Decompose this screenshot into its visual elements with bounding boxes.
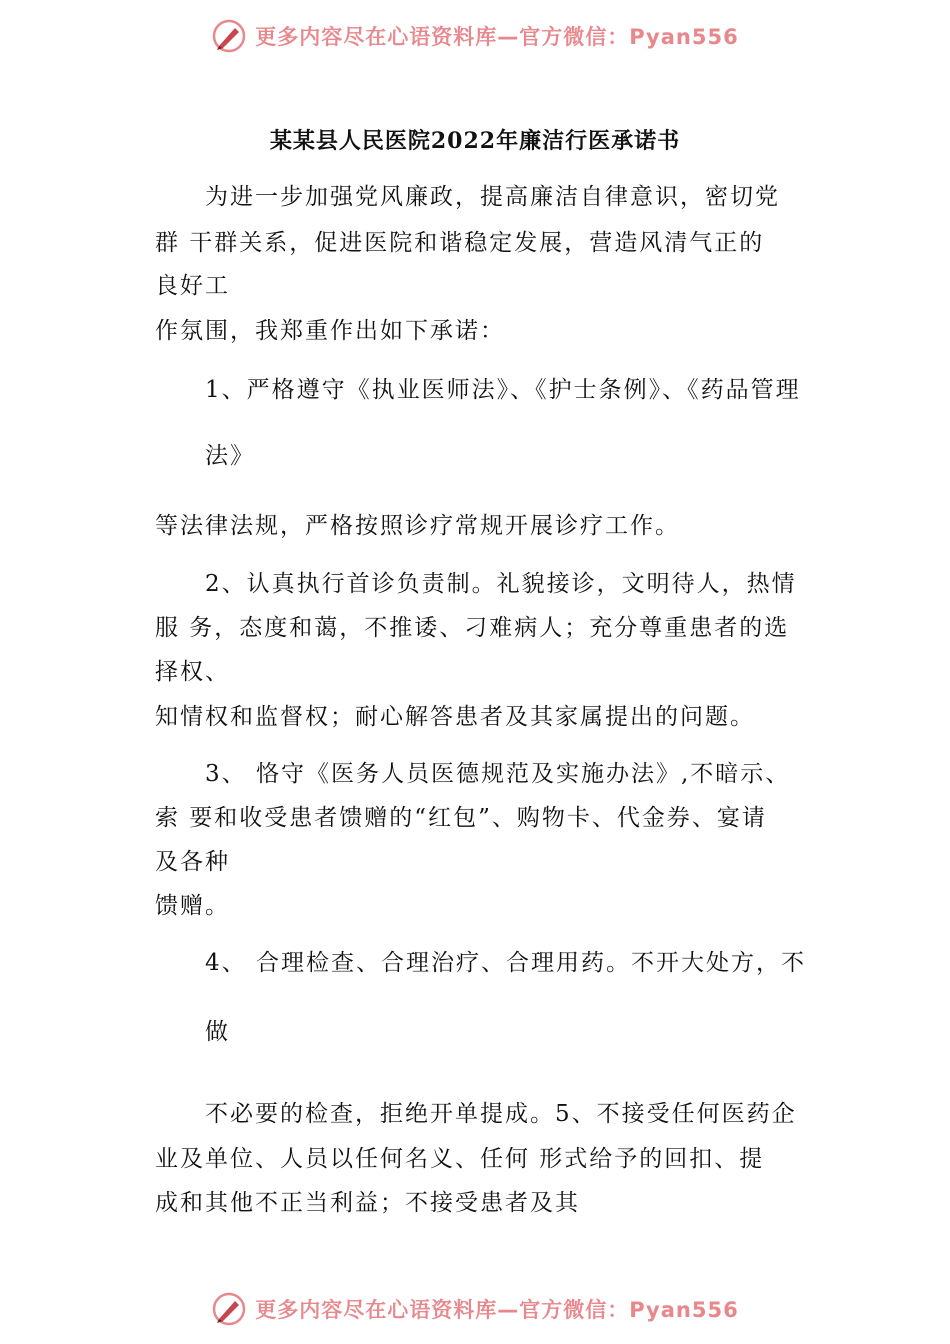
paragraph-line: 4、 合理检查、合理治疗、合理用药。不开大处方，不 [205,950,806,976]
paragraph-line: 作氛围，我郑重作出如下承诺： [155,318,505,344]
paragraph-line: 成和其他不正当利益；不接受患者及其 [155,1190,580,1216]
paragraph-line: 3、 恪守《医务人员医德规范及实施办法》,不暗示、 [205,761,791,787]
paragraph-line: 1、严格遵守《执业医师法》、《护士条例》、《药品管理 [205,377,801,403]
paragraph-line: 做 [205,1019,230,1045]
paragraph-line: 择权、 [155,659,230,685]
paragraph-line: 2、认真执行首诊负责制。礼貌接诊，文明待人，热情 [205,571,797,597]
watermark-text: 更多内容尽在心语资料库—官方微信：Pyan556 [255,1298,739,1322]
paragraph-line: 为进一步加强党风廉政，提高廉洁自律意识，密切党 [205,184,780,210]
pen-logo-icon [211,18,247,54]
paragraph-line: 良好工 [155,273,230,299]
paragraph-line: 服 务，态度和蔼，不推诿、刁难病人；充分尊重患者的选 [155,615,790,641]
paragraph-line: 及各种 [155,849,230,875]
paragraph-line: 不必要的检查，拒绝开单提成。5、不接受任何医药企 [205,1101,797,1127]
paragraph-line: 法》 [205,443,255,469]
paragraph-line: 等法律法规，严格按照诊疗常规开展诊疗工作。 [155,513,680,539]
paragraph-line: 知情权和监督权；耐心解答患者及其家属提出的问题。 [155,704,755,730]
paragraph-line: 业及单位、人员以任何名义、任何 形式给予的回扣、提 [155,1146,765,1172]
paragraph-line: 索 要和收受患者馈赠的“红包”、购物卡、代金券、宴请 [155,805,767,831]
watermark-banner-top [0,14,950,58]
document-title: 某某县人民医院2022年廉洁行医承诺书 [269,128,681,154]
paragraph-line: 馈赠。 [155,893,230,919]
pen-logo-icon [211,1291,247,1327]
paragraph-line: 群 干群关系，促进医院和谐稳定发展，营造风清气正的 [155,230,765,256]
watermark-banner-bottom [0,1287,950,1331]
watermark-text: 更多内容尽在心语资料库—官方微信：Pyan556 [255,25,739,49]
